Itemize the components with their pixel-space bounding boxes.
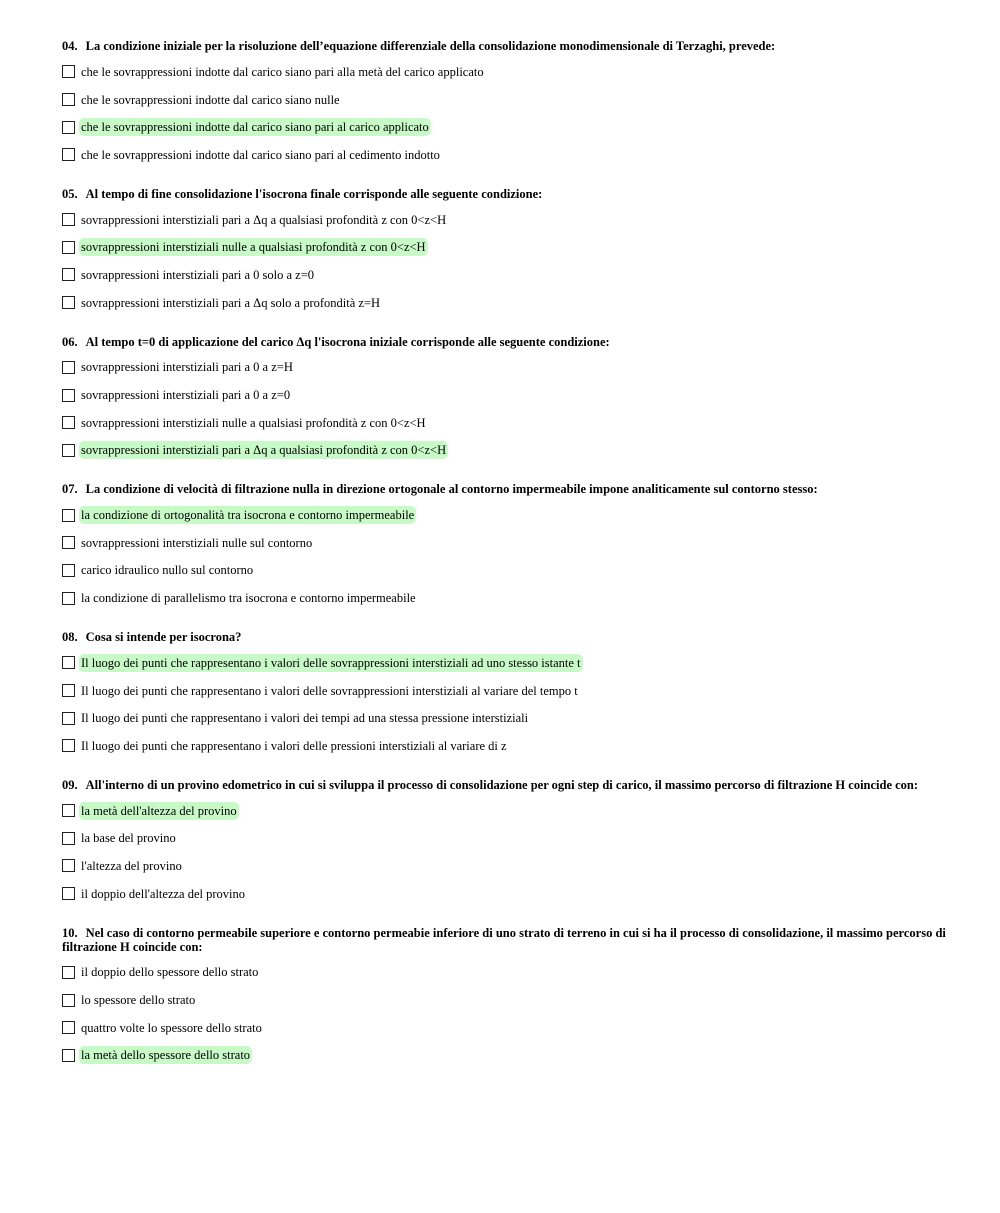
answer-checkbox[interactable] (62, 148, 75, 161)
answer-checkbox[interactable] (62, 416, 75, 429)
answer-checkbox[interactable] (62, 592, 75, 605)
answer-checkbox[interactable] (62, 966, 75, 979)
answer-option-correct[interactable] (62, 797, 962, 825)
question-title (62, 482, 962, 496)
question-block (62, 482, 962, 612)
answer-option[interactable] (62, 732, 962, 760)
answer-text: Il luogo dei punti che rappresentano i valori delle sovrappressioni interstiziali al variare del tempo t (81, 683, 578, 698)
answer-option-correct[interactable] (62, 501, 962, 529)
answer-option[interactable] (62, 206, 962, 234)
answer-text: che le sovrappressioni indotte dal carico siano nulle (81, 92, 340, 107)
answer-option[interactable] (62, 289, 962, 317)
answer-option[interactable] (62, 381, 962, 409)
question-block (62, 630, 962, 760)
answer-option[interactable] (62, 824, 962, 852)
answer-checkbox[interactable] (62, 241, 75, 254)
question-title (62, 39, 962, 53)
answer-checkbox[interactable] (62, 389, 75, 402)
question-number: 05. (62, 186, 78, 201)
answer-checkbox[interactable] (62, 361, 75, 374)
question-number: 08. (62, 630, 78, 644)
answer-option[interactable] (62, 584, 962, 612)
question-block (62, 926, 962, 1070)
answer-option-correct[interactable] (62, 1042, 962, 1070)
question-text: La condizione iniziale per la risoluzione dell’equazione differenziale della consolidazione monodimensionale di Terzaghi, prevede: (85, 39, 776, 53)
answer-text: il doppio dello spessore dello strato (81, 965, 259, 980)
answer-text: la base del provino (81, 831, 176, 846)
answer-option[interactable] (62, 704, 962, 732)
answer-option[interactable] (62, 86, 962, 114)
question-block (62, 187, 962, 317)
answer-checkbox[interactable] (62, 509, 75, 522)
answer-option[interactable] (62, 986, 962, 1014)
answer-option[interactable] (62, 529, 962, 557)
answer-option[interactable] (62, 677, 962, 705)
answer-option[interactable] (62, 880, 962, 908)
question-text: Nel caso di contorno permeabile superiore e contorno permeabie inferiore di uno strato di terreno in cui si ha il processo di consolidazione, il massimo percorso di filtrazione H coincide con: (62, 925, 946, 954)
question-text: La condizione di velocità di filtrazione nulla in direzione ortogonale al contorno impermeabile impone analiticamente sul contorno stesso: (85, 482, 818, 497)
answer-checkbox[interactable] (62, 213, 75, 226)
question-number: 09. (62, 777, 78, 792)
question-block (62, 778, 962, 908)
answer-checkbox[interactable] (62, 656, 75, 669)
answer-text: sovrappressioni interstiziali pari a Δq a qualsiasi profondità z con 0<z<H (81, 212, 447, 227)
answer-text: sovrappressioni interstiziali pari a 0 solo a z=0 (81, 267, 315, 282)
answer-text: l'altezza del provino (81, 858, 182, 873)
answer-checkbox[interactable] (62, 994, 75, 1007)
answer-option[interactable] (62, 58, 962, 86)
answer-text: la condizione di parallelismo tra isocrona e contorno impermeabile (81, 591, 416, 606)
question-text: Al tempo t=0 di applicazione del carico Δq l'isocrona iniziale corrisponde alle seguente condizione: (85, 334, 610, 349)
answer-checkbox[interactable] (62, 1021, 75, 1034)
answer-option[interactable] (62, 959, 962, 987)
question-number: 07. (62, 482, 78, 497)
answer-checkbox[interactable] (62, 93, 75, 106)
answer-option[interactable] (62, 141, 962, 169)
answer-text: sovrappressioni interstiziali pari a Δq a qualsiasi profondità z con 0<z<H (81, 443, 447, 458)
answer-option[interactable] (62, 409, 962, 437)
answer-text: quattro volte lo spessore dello strato (81, 1020, 262, 1035)
answer-checkbox[interactable] (62, 859, 75, 872)
answer-text: lo spessore dello strato (81, 993, 196, 1008)
question-number: 06. (62, 334, 78, 349)
answer-text: carico idraulico nullo sul contorno (81, 563, 254, 578)
answer-text: sovrappressioni interstiziali nulle a qualsiasi profondità z con 0<z<H (81, 415, 426, 430)
answer-option[interactable] (62, 354, 962, 382)
answer-checkbox[interactable] (62, 536, 75, 549)
quiz-page (62, 39, 962, 1087)
answer-option-correct[interactable] (62, 437, 962, 465)
answer-checkbox[interactable] (62, 887, 75, 900)
answer-option[interactable] (62, 1014, 962, 1042)
answer-option[interactable] (62, 261, 962, 289)
question-text: Al tempo di fine consolidazione l'isocrona finale corrisponde alle seguente condizione: (85, 186, 543, 201)
answer-text: la metà dello spessore dello strato (81, 1048, 251, 1063)
question-title (62, 778, 962, 792)
answer-checkbox[interactable] (62, 804, 75, 817)
question-number: 04. (62, 39, 78, 53)
question-block (62, 335, 962, 465)
question-title (62, 187, 962, 201)
answer-text: il doppio dell'altezza del provino (81, 886, 246, 901)
answer-option-correct[interactable] (62, 113, 962, 141)
question-text: All'interno di un provino edometrico in cui si sviluppa il processo di consolidazione per ogni step di carico, il massimo percorso di filtrazione H coincide con: (85, 777, 919, 792)
answer-text: che le sovrappressioni indotte dal carico siano pari alla metà del carico applicato (81, 64, 484, 79)
question-text: Cosa si intende per isocrona? (85, 630, 242, 644)
answer-text: sovrappressioni interstiziali nulle a qualsiasi profondità z con 0<z<H (81, 240, 426, 255)
answer-text: la metà dell'altezza del provino (81, 803, 237, 818)
answer-checkbox[interactable] (62, 684, 75, 697)
answer-checkbox[interactable] (62, 739, 75, 752)
answer-checkbox[interactable] (62, 121, 75, 134)
answer-text: sovrappressioni interstiziali pari a 0 a z=H (81, 360, 293, 375)
answer-text: Il luogo dei punti che rappresentano i valori delle pressioni interstiziali al variare di z (81, 738, 507, 753)
answer-text: sovrappressioni interstiziali pari a 0 a z=0 (81, 388, 291, 403)
answer-text: Il luogo dei punti che rappresentano i valori delle sovrappressioni interstiziali ad uno stesso istante t (81, 655, 581, 670)
answer-option-correct[interactable] (62, 649, 962, 677)
answer-text: sovrappressioni interstiziali nulle sul contorno (81, 535, 313, 550)
answer-checkbox[interactable] (62, 444, 75, 457)
answer-checkbox[interactable] (62, 1049, 75, 1062)
answer-option-correct[interactable] (62, 233, 962, 261)
question-block (62, 39, 962, 169)
answer-text: sovrappressioni interstiziali pari a Δq solo a profondità z=H (81, 295, 381, 310)
question-title (62, 630, 962, 644)
answer-option[interactable] (62, 852, 962, 880)
answer-text: la condizione di ortogonalità tra isocrona e contorno impermeabile (81, 508, 415, 523)
answer-checkbox[interactable] (62, 832, 75, 845)
answer-text: che le sovrappressioni indotte dal carico siano pari al cedimento indotto (81, 147, 440, 162)
answer-checkbox[interactable] (62, 296, 75, 309)
answer-text: Il luogo dei punti che rappresentano i valori dei tempi ad una stessa pressione interstiziali (81, 711, 529, 726)
question-title (62, 335, 962, 349)
question-title (62, 926, 962, 954)
answer-text: che le sovrappressioni indotte dal carico siano pari al carico applicato (81, 120, 429, 135)
answer-checkbox[interactable] (62, 712, 75, 725)
question-number: 10. (62, 925, 78, 940)
answer-checkbox[interactable] (62, 564, 75, 577)
answer-checkbox[interactable] (62, 65, 75, 78)
answer-option[interactable] (62, 557, 962, 585)
answer-checkbox[interactable] (62, 268, 75, 281)
